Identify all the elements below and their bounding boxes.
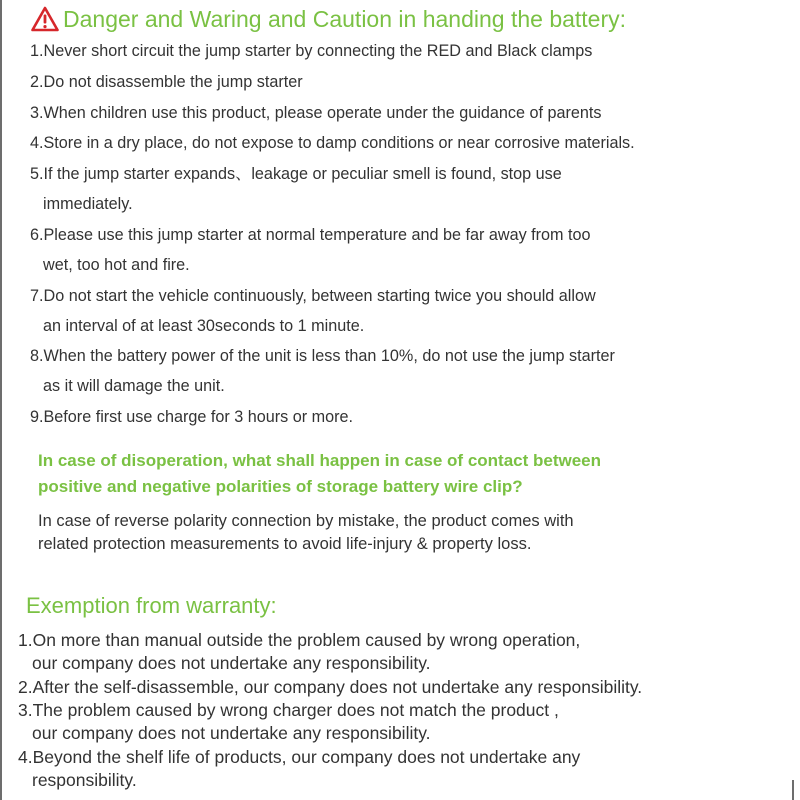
rule-8-continued: as it will damage the unit. bbox=[43, 377, 225, 395]
exemption-item-3: 3.The problem caused by wrong charger does not match the product , bbox=[18, 700, 559, 720]
rule-2: 2.Do not disassemble the jump starter bbox=[30, 73, 303, 91]
exemption-item-1: 1.On more than manual outside the problem caused by wrong operation, bbox=[18, 630, 581, 650]
exemption-item-1-continued: our company does not undertake any responsibility. bbox=[32, 653, 431, 673]
rule-6: 6.Please use this jump starter at normal temperature and be far away from too bbox=[30, 226, 591, 244]
left-border bbox=[0, 0, 2, 800]
rule-7: 7.Do not start the vehicle continuously, between starting twice you should allow bbox=[30, 287, 596, 305]
warning-triangle-icon bbox=[31, 6, 59, 32]
caution-heading-text: Danger and Waring and Caution in handing the battery: bbox=[63, 6, 627, 32]
exemption-item-2: 2.After the self-disassemble, our company does not undertake any responsibility. bbox=[18, 677, 643, 697]
rule-3: 3.When children use this product, please operate under the guidance of parents bbox=[30, 104, 602, 122]
rule-8: 8.When the battery power of the unit is less than 10%, do not use the jump starter bbox=[30, 347, 615, 365]
rule-9: 9.Before first use charge for 3 hours or more. bbox=[30, 408, 353, 426]
exemption-item-4: 4.Beyond the shelf life of products, our company does not undertake any bbox=[18, 747, 581, 767]
question-line-1: In case of disoperation, what shall happen in case of contact between bbox=[38, 451, 602, 470]
rule-5: 5.If the jump starter expands、leakage or peculiar smell is found, stop use bbox=[30, 165, 562, 183]
corner-mark bbox=[792, 780, 794, 800]
exemption-item-3-continued: our company does not undertake any responsibility. bbox=[32, 723, 431, 743]
rule-5-continued: immediately. bbox=[43, 195, 133, 213]
question-line-2: positive and negative polarities of storage battery wire clip? bbox=[38, 477, 523, 496]
rule-4: 4.Store in a dry place, do not expose to damp conditions or near corrosive materials. bbox=[30, 134, 635, 152]
caution-heading bbox=[31, 4, 626, 34]
rule-7-continued: an interval of at least 30seconds to 1 minute. bbox=[43, 317, 365, 335]
rule-6-continued: wet, too hot and fire. bbox=[43, 256, 190, 274]
exemption-title: Exemption from warranty: bbox=[26, 593, 277, 618]
answer-line-1: In case of reverse polarity connection by mistake, the product comes with bbox=[38, 512, 574, 530]
rule-1: 1.Never short circuit the jump starter by connecting the RED and Black clamps bbox=[30, 42, 593, 60]
answer-line-2: related protection measurements to avoid life-injury & property loss. bbox=[38, 535, 532, 553]
exemption-item-4-continued: responsibility. bbox=[32, 770, 137, 790]
